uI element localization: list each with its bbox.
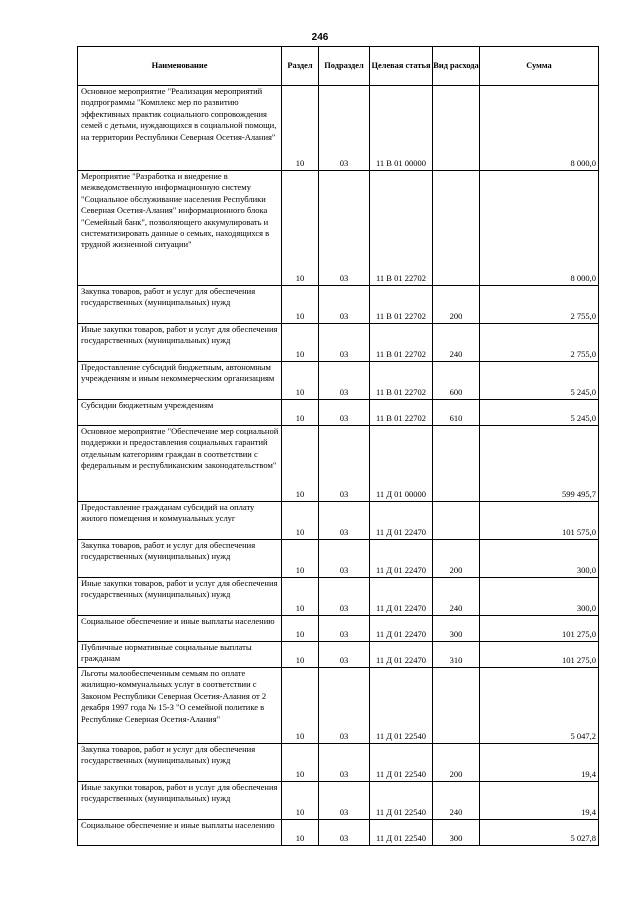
cell-expense-type	[433, 86, 480, 171]
cell-target: 11 В 01 22702	[370, 362, 433, 400]
cell-amount: 300,0	[480, 578, 599, 616]
cell-subsection: 03	[319, 668, 370, 744]
cell-target: 11 Д 01 22540	[370, 668, 433, 744]
cell-section: 10	[282, 171, 319, 286]
header-target: Целевая статья	[370, 47, 433, 86]
cell-target: 11 В 01 00000	[370, 86, 433, 171]
cell-amount: 101 275,0	[480, 616, 599, 642]
cell-amount: 2 755,0	[480, 286, 599, 324]
cell-name: Предоставление субсидий бюджетным, автономным учреждениям и иным некоммерческим организациям	[78, 362, 282, 400]
cell-subsection: 03	[319, 171, 370, 286]
table-row	[78, 820, 599, 846]
cell-section: 10	[282, 540, 319, 578]
cell-amount: 300,0	[480, 540, 599, 578]
cell-target: 11 Д 01 22470	[370, 578, 433, 616]
page-number: 246	[311, 32, 329, 43]
cell-amount: 8 000,0	[480, 86, 599, 171]
table-row	[78, 400, 599, 426]
cell-expense-type: 200	[433, 744, 480, 782]
cell-section: 10	[282, 362, 319, 400]
cell-name: Основное мероприятие "Реализация мероприятий подпрограммы "Комплекс мер по развитию эффективных практик социального сопровождения семей с детьми, нуждающихся в социальной помощи, на территории Республики Северная Осетия-Алания"	[78, 86, 282, 171]
cell-name: Иные закупки товаров, работ и услуг для обеспечения государственных (муниципальных) нужд	[78, 578, 282, 616]
cell-expense-type	[433, 502, 480, 540]
cell-expense-type: 200	[433, 540, 480, 578]
table-row	[78, 744, 599, 782]
cell-expense-type: 200	[433, 286, 480, 324]
table-row	[78, 578, 599, 616]
cell-name: Субсидии бюджетным учреждениям	[78, 400, 282, 426]
cell-target: 11 В 01 22702	[370, 286, 433, 324]
cell-section: 10	[282, 616, 319, 642]
cell-target: 11 Д 01 22470	[370, 616, 433, 642]
cell-expense-type: 300	[433, 820, 480, 846]
cell-subsection: 03	[319, 502, 370, 540]
table-row	[78, 362, 599, 400]
cell-amount: 8 000,0	[480, 171, 599, 286]
cell-name: Социальное обеспечение и иные выплаты населению	[78, 820, 282, 846]
cell-name: Социальное обеспечение и иные выплаты населению	[78, 616, 282, 642]
cell-subsection: 03	[319, 616, 370, 642]
cell-name: Мероприятие "Разработка и внедрение в межведомственную информационную систему "Социальное обслуживание населения Республики Северная Осетия-Алания" информационного блока "Семейный банк", позволяющего аккумулировать и систематизировать данные о семьях, находящихся в трудной жизненной ситуации"	[78, 171, 282, 286]
table-row	[78, 616, 599, 642]
cell-expense-type: 300	[433, 616, 480, 642]
cell-name: Закупка товаров, работ и услуг для обеспечения государственных (муниципальных) нужд	[78, 540, 282, 578]
cell-target: 11 В 01 22702	[370, 171, 433, 286]
cell-section: 10	[282, 744, 319, 782]
cell-name: Льготы малообеспеченным семьям по оплате жилищно-коммунальных услуг в соответствии с Законом Республики Северная Осетия-Алания от 2 декабря 1997 года № 15-З "О семейной политике в Республике Северная Осетия-Алания"	[78, 668, 282, 744]
cell-subsection: 03	[319, 362, 370, 400]
table-body	[78, 86, 599, 846]
cell-name: Иные закупки товаров, работ и услуг для обеспечения государственных (муниципальных) нужд	[78, 324, 282, 362]
cell-section: 10	[282, 820, 319, 846]
cell-amount: 101 575,0	[480, 502, 599, 540]
cell-target: 11 Д 01 22540	[370, 782, 433, 820]
header-expense-type: Вид расхода	[433, 47, 480, 86]
cell-section: 10	[282, 578, 319, 616]
cell-target: 11 В 01 22702	[370, 324, 433, 362]
cell-target: 11 Д 01 00000	[370, 426, 433, 502]
cell-subsection: 03	[319, 642, 370, 668]
cell-section: 10	[282, 86, 319, 171]
table-row	[78, 171, 599, 286]
cell-subsection: 03	[319, 782, 370, 820]
cell-amount: 5 047,2	[480, 668, 599, 744]
cell-name: Предоставление гражданам субсидий на оплату жилого помещения и коммунальных услуг	[78, 502, 282, 540]
cell-subsection: 03	[319, 86, 370, 171]
table-row	[78, 86, 599, 171]
cell-section: 10	[282, 400, 319, 426]
cell-target: 11 Д 01 22470	[370, 540, 433, 578]
cell-section: 10	[282, 642, 319, 668]
cell-target: 11 Д 01 22540	[370, 744, 433, 782]
header-name: Наименование	[78, 47, 282, 86]
cell-expense-type	[433, 171, 480, 286]
table-row	[78, 540, 599, 578]
table-row	[78, 782, 599, 820]
cell-amount: 19,4	[480, 744, 599, 782]
cell-amount: 5 245,0	[480, 400, 599, 426]
cell-expense-type: 240	[433, 782, 480, 820]
cell-name: Публичные нормативные социальные выплаты гражданам	[78, 642, 282, 668]
table-row	[78, 642, 599, 668]
cell-section: 10	[282, 668, 319, 744]
cell-section: 10	[282, 502, 319, 540]
cell-target: 11 Д 01 22470	[370, 502, 433, 540]
cell-expense-type: 600	[433, 362, 480, 400]
cell-target: 11 Д 01 22470	[370, 642, 433, 668]
cell-expense-type: 240	[433, 578, 480, 616]
header-section: Раздел	[282, 47, 319, 86]
table-row	[78, 426, 599, 502]
cell-amount: 599 495,7	[480, 426, 599, 502]
cell-subsection: 03	[319, 286, 370, 324]
cell-subsection: 03	[319, 540, 370, 578]
cell-subsection: 03	[319, 578, 370, 616]
cell-subsection: 03	[319, 744, 370, 782]
cell-amount: 5 245,0	[480, 362, 599, 400]
cell-subsection: 03	[319, 400, 370, 426]
cell-target: 11 Д 01 22540	[370, 820, 433, 846]
cell-expense-type: 610	[433, 400, 480, 426]
table-row	[78, 502, 599, 540]
cell-expense-type	[433, 426, 480, 502]
cell-subsection: 03	[319, 820, 370, 846]
header-amount: Сумма	[480, 47, 599, 86]
cell-name: Основное мероприятие "Обеспечение мер социальной поддержки и предоставления социальных гарантий отдельным категориям граждан в соответствии с федеральным и республиканским законодательством"	[78, 426, 282, 502]
cell-subsection: 03	[319, 426, 370, 502]
table-row	[78, 324, 599, 362]
cell-target: 11 В 01 22702	[370, 400, 433, 426]
table-row	[78, 668, 599, 744]
cell-expense-type: 240	[433, 324, 480, 362]
table-header-row	[78, 47, 599, 86]
cell-name: Иные закупки товаров, работ и услуг для обеспечения государственных (муниципальных) нужд	[78, 782, 282, 820]
header-subsection: Подраздел	[319, 47, 370, 86]
cell-subsection: 03	[319, 324, 370, 362]
cell-name: Закупка товаров, работ и услуг для обеспечения государственных (муниципальных) нужд	[78, 744, 282, 782]
cell-expense-type: 310	[433, 642, 480, 668]
cell-amount: 2 755,0	[480, 324, 599, 362]
cell-section: 10	[282, 782, 319, 820]
cell-section: 10	[282, 286, 319, 324]
cell-expense-type	[433, 668, 480, 744]
cell-section: 10	[282, 426, 319, 502]
cell-amount: 5 027,8	[480, 820, 599, 846]
cell-amount: 19,4	[480, 782, 599, 820]
table-row	[78, 286, 599, 324]
budget-table	[77, 46, 599, 846]
cell-section: 10	[282, 324, 319, 362]
cell-amount: 101 275,0	[480, 642, 599, 668]
cell-name: Закупка товаров, работ и услуг для обеспечения государственных (муниципальных) нужд	[78, 286, 282, 324]
